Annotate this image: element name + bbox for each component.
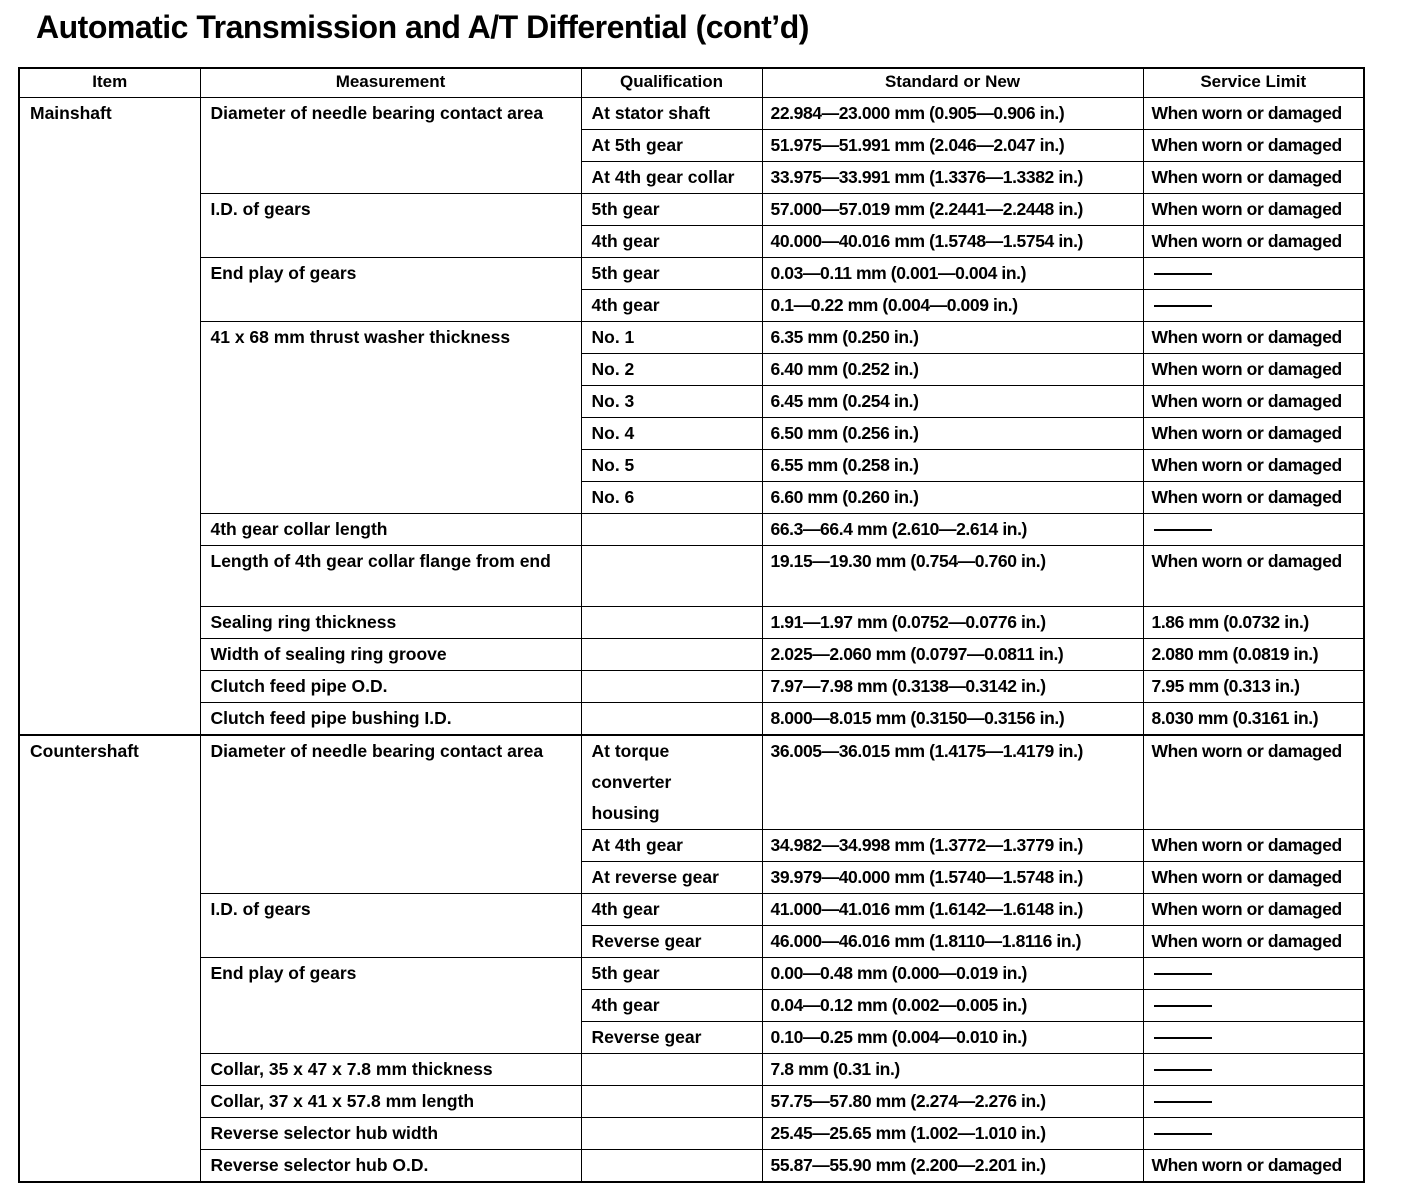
standard-cell: 6.35 mm (0.250 in.) (762, 322, 1143, 354)
standard-cell: 55.87—55.90 mm (2.200—2.201 in.) (762, 1150, 1143, 1183)
qualification-cell: At stator shaft (581, 98, 762, 130)
qualification-cell (581, 546, 762, 607)
standard-cell: 40.000—40.016 mm (1.5748—1.5754 in.) (762, 226, 1143, 258)
service-limit-cell (1143, 290, 1364, 322)
standard-cell: 25.45—25.65 mm (1.002—1.010 in.) (762, 1118, 1143, 1150)
standard-cell: 19.15—19.30 mm (0.754—0.760 in.) (762, 546, 1143, 607)
standard-cell: 57.000—57.019 mm (2.2441—2.2448 in.) (762, 194, 1143, 226)
standard-cell: 36.005—36.015 mm (1.4175—1.4179 in.) (762, 735, 1143, 830)
measurement-cell: Diameter of needle bearing contact area (200, 735, 581, 894)
service-limit-cell (1143, 514, 1364, 546)
service-limit-cell: When worn or damaged (1143, 926, 1364, 958)
qualification-cell: No. 3 (581, 386, 762, 418)
qualification-cell: 4th gear (581, 290, 762, 322)
service-limit-cell: When worn or damaged (1143, 130, 1364, 162)
service-limit-cell (1143, 1118, 1364, 1150)
qualification-cell: Reverse gear (581, 1022, 762, 1054)
service-limit-cell (1143, 1054, 1364, 1086)
service-limit-cell: When worn or damaged (1143, 862, 1364, 894)
qualification-cell: 4th gear (581, 226, 762, 258)
standard-cell: 39.979—40.000 mm (1.5740—1.5748 in.) (762, 862, 1143, 894)
table-row (19, 639, 1364, 671)
service-limit-cell: When worn or damaged (1143, 482, 1364, 514)
qualification-cell (581, 671, 762, 703)
measurement-cell: Collar, 35 x 47 x 7.8 mm thickness (200, 1054, 581, 1086)
table-body (19, 98, 1364, 1183)
page-title: Automatic Transmission and A/T Differential (cont’d) (36, 9, 809, 45)
service-limit-cell: When worn or damaged (1143, 735, 1364, 830)
service-limit-cell (1143, 990, 1364, 1022)
measurement-cell: Width of sealing ring groove (200, 639, 581, 671)
standard-cell: 7.8 mm (0.31 in.) (762, 1054, 1143, 1086)
table-row (19, 322, 1364, 354)
no-limit-dash (1154, 973, 1212, 975)
measurement-cell: Length of 4th gear collar flange from end (200, 546, 581, 607)
standard-cell: 51.975—51.991 mm (2.046—2.047 in.) (762, 130, 1143, 162)
table-row (19, 607, 1364, 639)
table-row (19, 98, 1364, 130)
service-limit-cell: When worn or damaged (1143, 386, 1364, 418)
standard-cell: 66.3—66.4 mm (2.610—2.614 in.) (762, 514, 1143, 546)
table-row (19, 258, 1364, 290)
measurement-cell: I.D. of gears (200, 894, 581, 958)
service-limit-cell: When worn or damaged (1143, 1150, 1364, 1183)
table-row (19, 546, 1364, 607)
no-limit-dash (1154, 305, 1212, 307)
qualification-cell (581, 1150, 762, 1183)
service-limit-cell (1143, 958, 1364, 990)
no-limit-dash (1154, 1005, 1212, 1007)
no-limit-dash (1154, 1101, 1212, 1103)
qualification-cell: No. 2 (581, 354, 762, 386)
standard-cell: 6.40 mm (0.252 in.) (762, 354, 1143, 386)
no-limit-dash (1154, 1069, 1212, 1071)
standard-cell: 0.10—0.25 mm (0.004—0.010 in.) (762, 1022, 1143, 1054)
standard-cell: 46.000—46.016 mm (1.8110—1.8116 in.) (762, 926, 1143, 958)
item-cell: Mainshaft (19, 98, 200, 736)
qualification-cell: At torque converter housing (581, 735, 762, 830)
table-row (19, 514, 1364, 546)
table-row (19, 1054, 1364, 1086)
no-limit-dash (1154, 273, 1212, 275)
standard-cell: 6.50 mm (0.256 in.) (762, 418, 1143, 450)
qualification-cell: At 4th gear (581, 830, 762, 862)
qualification-cell (581, 1118, 762, 1150)
standard-cell: 1.91—1.97 mm (0.0752—0.0776 in.) (762, 607, 1143, 639)
qualification-cell: 4th gear (581, 990, 762, 1022)
service-limit-cell: When worn or damaged (1143, 546, 1364, 607)
service-limit-cell: 8.030 mm (0.3161 in.) (1143, 703, 1364, 736)
service-limit-cell: When worn or damaged (1143, 98, 1364, 130)
service-limit-cell: When worn or damaged (1143, 354, 1364, 386)
qualification-cell: No. 6 (581, 482, 762, 514)
table-row (19, 735, 1364, 830)
standard-cell: 41.000—41.016 mm (1.6142—1.6148 in.) (762, 894, 1143, 926)
table-row (19, 1086, 1364, 1118)
measurement-cell: End play of gears (200, 258, 581, 322)
qualification-cell: No. 4 (581, 418, 762, 450)
qualification-cell (581, 1086, 762, 1118)
standard-cell: 0.04—0.12 mm (0.002—0.005 in.) (762, 990, 1143, 1022)
service-limit-cell: 2.080 mm (0.0819 in.) (1143, 639, 1364, 671)
service-limit-cell: When worn or damaged (1143, 894, 1364, 926)
qualification-cell (581, 703, 762, 736)
qualification-cell: 5th gear (581, 194, 762, 226)
qualification-cell: 4th gear (581, 894, 762, 926)
header-qualification: Qualification (581, 68, 762, 98)
measurement-cell: Clutch feed pipe bushing I.D. (200, 703, 581, 736)
standard-cell: 22.984—23.000 mm (0.905—0.906 in.) (762, 98, 1143, 130)
measurement-cell: 41 x 68 mm thrust washer thickness (200, 322, 581, 514)
measurement-cell: Collar, 37 x 41 x 57.8 mm length (200, 1086, 581, 1118)
table-row (19, 958, 1364, 990)
service-limit-cell: When worn or damaged (1143, 162, 1364, 194)
standard-cell: 6.55 mm (0.258 in.) (762, 450, 1143, 482)
service-limit-cell: When worn or damaged (1143, 418, 1364, 450)
qualification-cell (581, 514, 762, 546)
header-service-limit: Service Limit (1143, 68, 1364, 98)
service-limit-cell: When worn or damaged (1143, 194, 1364, 226)
qualification-cell: No. 5 (581, 450, 762, 482)
table-row (19, 894, 1364, 926)
standard-cell: 34.982—34.998 mm (1.3772—1.3779 in.) (762, 830, 1143, 862)
qualification-cell: Reverse gear (581, 926, 762, 958)
service-limit-cell: When worn or damaged (1143, 450, 1364, 482)
item-cell: Countershaft (19, 735, 200, 1182)
service-limit-cell (1143, 1022, 1364, 1054)
header-item: Item (19, 68, 200, 98)
no-limit-dash (1154, 1133, 1212, 1135)
standard-cell: 33.975—33.991 mm (1.3376—1.3382 in.) (762, 162, 1143, 194)
measurement-cell: Sealing ring thickness (200, 607, 581, 639)
measurement-cell: Diameter of needle bearing contact area (200, 98, 581, 194)
header-measurement: Measurement (200, 68, 581, 98)
measurement-cell: I.D. of gears (200, 194, 581, 258)
standard-cell: 57.75—57.80 mm (2.274—2.276 in.) (762, 1086, 1143, 1118)
service-limit-cell (1143, 1086, 1364, 1118)
no-limit-dash (1154, 1037, 1212, 1039)
standard-cell: 8.000—8.015 mm (0.3150—0.3156 in.) (762, 703, 1143, 736)
table-row (19, 1150, 1364, 1183)
measurement-cell: Clutch feed pipe O.D. (200, 671, 581, 703)
service-limit-cell: When worn or damaged (1143, 322, 1364, 354)
qualification-cell (581, 1054, 762, 1086)
specs-table (18, 67, 1365, 1183)
measurement-cell: Reverse selector hub O.D. (200, 1150, 581, 1183)
qualification-cell: At reverse gear (581, 862, 762, 894)
qualification-cell (581, 639, 762, 671)
table-row (19, 1118, 1364, 1150)
standard-cell: 6.60 mm (0.260 in.) (762, 482, 1143, 514)
table-row (19, 671, 1364, 703)
qualification-cell: 5th gear (581, 958, 762, 990)
qualification-cell: At 4th gear collar (581, 162, 762, 194)
qualification-cell (581, 607, 762, 639)
standard-cell: 0.1—0.22 mm (0.004—0.009 in.) (762, 290, 1143, 322)
service-limit-cell (1143, 258, 1364, 290)
qualification-cell: 5th gear (581, 258, 762, 290)
table-row (19, 194, 1364, 226)
standard-cell: 2.025—2.060 mm (0.0797—0.0811 in.) (762, 639, 1143, 671)
measurement-cell: End play of gears (200, 958, 581, 1054)
service-limit-cell: When worn or damaged (1143, 830, 1364, 862)
service-limit-cell: 7.95 mm (0.313 in.) (1143, 671, 1364, 703)
measurement-cell: Reverse selector hub width (200, 1118, 581, 1150)
qualification-cell: At 5th gear (581, 130, 762, 162)
standard-cell: 6.45 mm (0.254 in.) (762, 386, 1143, 418)
standard-cell: 0.03—0.11 mm (0.001—0.004 in.) (762, 258, 1143, 290)
service-limit-cell: 1.86 mm (0.0732 in.) (1143, 607, 1364, 639)
service-limit-cell: When worn or damaged (1143, 226, 1364, 258)
table-row (19, 703, 1364, 736)
standard-cell: 0.00—0.48 mm (0.000—0.019 in.) (762, 958, 1143, 990)
header-standard: Standard or New (762, 68, 1143, 98)
qualification-cell: No. 1 (581, 322, 762, 354)
no-limit-dash (1154, 529, 1212, 531)
measurement-cell: 4th gear collar length (200, 514, 581, 546)
header-row (19, 68, 1364, 98)
standard-cell: 7.97—7.98 mm (0.3138—0.3142 in.) (762, 671, 1143, 703)
